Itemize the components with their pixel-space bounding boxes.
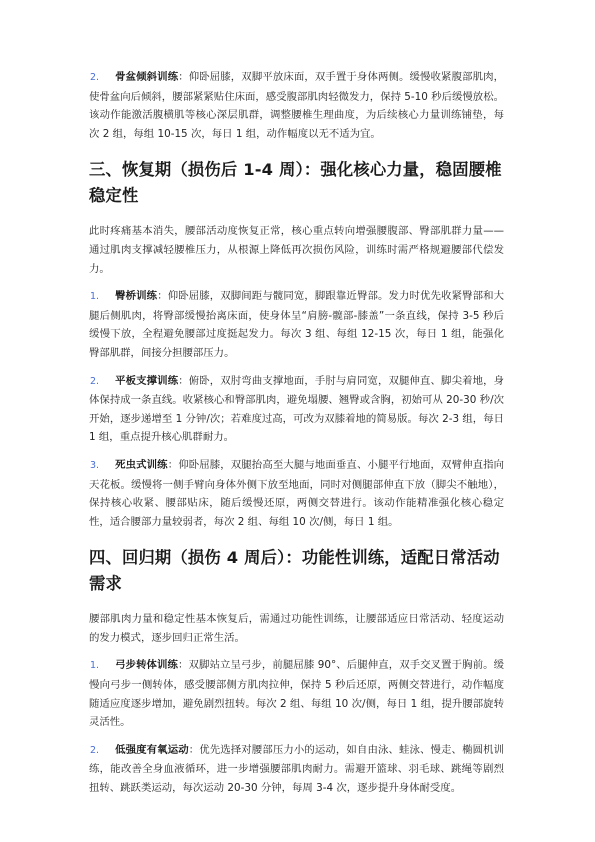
section-intro: 此时疼痛基本消失，腰部活动度恢复正常，核心重点转向增强腰腹部、臀部肌群力量——通过肌肉支撑减轻腰椎压力，从根源上降低再次损伤风险，训练时需严格规避腰部代偿发力。	[89, 225, 504, 275]
list-term: 臀桥训练	[115, 290, 158, 303]
list-item	[89, 68, 504, 143]
list-number: 1.	[90, 291, 100, 303]
list-item	[89, 741, 504, 798]
list-item	[89, 372, 504, 447]
list-text: ：优先选择对腰部压力小的运动，如自由泳、蛙泳、慢走、椭圆机训练，能改善全身血液循环，进一步增强腰部肌肉耐力。需避开篮球、羽毛球、跳绳等剧烈扭转、跳跃类运动，每次运动 20-30 分钟，每周 3-4 次，逐步提升身体耐受度。	[89, 743, 504, 795]
list-term: 弓步转体训练	[115, 659, 179, 672]
list-number: 2.	[90, 375, 100, 387]
list-term: 低强度有氧运动	[115, 743, 189, 756]
list-item	[89, 456, 504, 531]
list-number: 2.	[90, 744, 100, 756]
list-text: ：仰卧屈膝，双脚平放床面，双手置于身体两侧。缓慢收紧腹部肌肉，使骨盆向后倾斜，腰部紧紧贴住床面，感受腹部肌肉轻微发力，保持 5-10 秒后缓慢放松。该动作能激活腹横肌等核心深层肌群，调整腰椎生理曲度，为后续核心力量训练铺垫，每次 2 组，每组 10-15 次，每日 1 组，动作幅度以无不适为宜。	[89, 71, 505, 140]
list-item	[89, 656, 504, 731]
list-item	[89, 287, 504, 362]
list-number: 1.	[90, 660, 100, 672]
list-text: ：俯卧，双肘弯曲支撑地面，手肘与肩同宽，双腿伸直、脚尖着地，身体保持成一条直线。收紧核心和臀部肌肉，避免塌腰、翘臀或含胸，初始可从 20-30 秒/次开始，逐步递增至 1 分钟/次；若难度过高，可改为双膝着地的简易版。每次 2-3 组，每日 1 组，重点提升核心肌群耐力。	[89, 374, 505, 444]
list-text: ：双脚站立呈弓步，前腿屈膝 90°、后腿伸直，双手交叉置于胸前。缓慢向弓步一侧转体，感受腰部侧方肌肉拉伸，保持 5 秒后还原，两侧交替进行，动作幅度随适应度逐步增加，避免剧烈扭转。每次 2 组、每组 10 次/侧，每日 1 组，提升腰部旋转灵活性。	[89, 659, 505, 729]
section-heading: 三、恢复期（损伤后 1-4 周）：强化核心力量，稳固腰椎稳定性	[89, 160, 502, 206]
list-term: 死虫式训练	[115, 458, 168, 471]
list-term: 平板支撑训练	[115, 374, 179, 387]
list-term: 骨盆倾斜训练	[115, 71, 179, 83]
list-number: 2.	[90, 72, 100, 83]
list-number: 3.	[90, 459, 100, 471]
section-intro: 腰部肌肉力量和稳定性基本恢复后，需通过功能性训练，让腰部适应日常活动、轻度运动的发力模式，逐步回归正常生活。	[89, 613, 504, 644]
list-text: ：仰卧屈膝，双脚间距与髋同宽，脚跟靠近臀部。发力时优先收紧臀部和大腿后侧肌肉，将臀部缓慢抬离床面，使身体呈“肩膀-髋部-膝盖”一条直线，保持 3-5 秒后缓慢下放，全程避免腰部过度挺起发力。每次 3 组、每组 12-15 次，每日 1 组，能强化臀部肌群，间接分担腰部压力。	[89, 290, 505, 359]
section-heading: 四、回归期（损伤 4 周后）：功能性训练，适配日常活动需求	[89, 548, 500, 594]
list-text: ：仰卧屈膝，双腿抬高至大腿与地面垂直、小腿平行地面，双臂伸直指向天花板。缓慢将一侧手臂向身体外侧下放至地面，同时对侧腿部伸直下放（脚尖不触地），保持核心收紧、腰部贴床，随后缓慢还原，两侧交替进行。该动作能精准强化核心稳定性，适合腰部力量较弱者，每次 2 组、每组 10 次/侧，每日 1 组。	[89, 458, 505, 528]
